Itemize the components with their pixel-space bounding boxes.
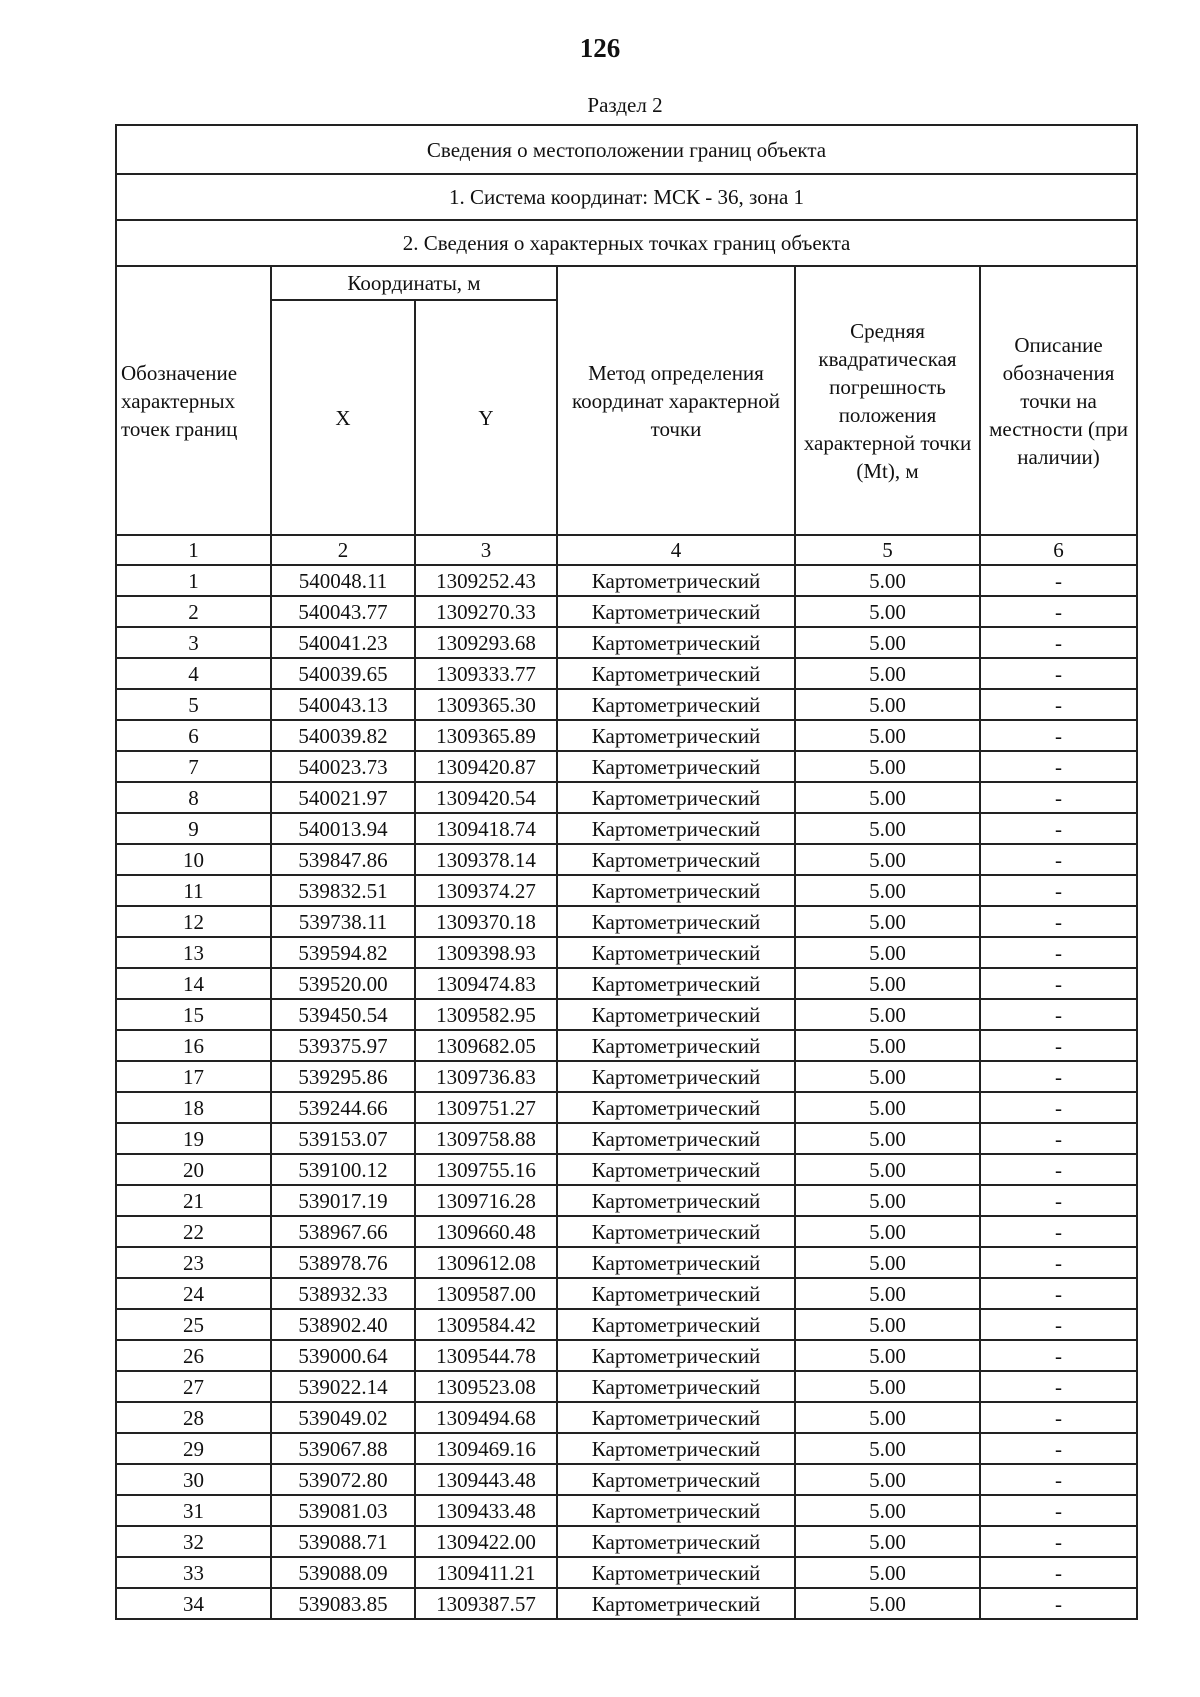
error-cell: 5.00	[795, 1030, 980, 1061]
table-row	[116, 1340, 1137, 1371]
table-row	[116, 565, 1137, 596]
table-row	[116, 1495, 1137, 1526]
x-coordinate-cell: 538978.76	[271, 1247, 415, 1278]
point-number-cell: 15	[116, 999, 271, 1030]
y-coordinate-cell: 1309387.57	[415, 1588, 557, 1619]
description-cell: -	[980, 1464, 1137, 1495]
point-number-cell: 12	[116, 906, 271, 937]
header-point: Обозначение характерных точек границ	[116, 266, 271, 535]
method-cell: Картометрический	[557, 1030, 795, 1061]
description-cell: -	[980, 658, 1137, 689]
x-coordinate-cell: 540043.13	[271, 689, 415, 720]
description-cell: -	[980, 782, 1137, 813]
y-coordinate-cell: 1309716.28	[415, 1185, 557, 1216]
error-cell: 5.00	[795, 565, 980, 596]
x-coordinate-cell: 539244.66	[271, 1092, 415, 1123]
description-cell: -	[980, 627, 1137, 658]
table-row	[116, 1464, 1137, 1495]
y-coordinate-cell: 1309422.00	[415, 1526, 557, 1557]
y-coordinate-cell: 1309523.08	[415, 1371, 557, 1402]
method-cell: Картометрический	[557, 813, 795, 844]
description-cell: -	[980, 1433, 1137, 1464]
description-cell: -	[980, 813, 1137, 844]
method-cell: Картометрический	[557, 1185, 795, 1216]
point-number-cell: 17	[116, 1061, 271, 1092]
section-label: Раздел 2	[587, 93, 663, 117]
y-coordinate-cell: 1309584.42	[415, 1309, 557, 1340]
header-y: Y	[415, 300, 557, 535]
point-number-cell: 5	[116, 689, 271, 720]
method-cell: Картометрический	[557, 1371, 795, 1402]
x-coordinate-cell: 539295.86	[271, 1061, 415, 1092]
y-coordinate-cell: 1309682.05	[415, 1030, 557, 1061]
error-cell: 5.00	[795, 1340, 980, 1371]
table-body	[116, 125, 1137, 1619]
point-number-cell: 32	[116, 1526, 271, 1557]
x-coordinate-cell: 540013.94	[271, 813, 415, 844]
x-coordinate-cell: 539067.88	[271, 1433, 415, 1464]
point-number-cell: 14	[116, 968, 271, 999]
description-cell: -	[980, 1092, 1137, 1123]
x-coordinate-cell: 539520.00	[271, 968, 415, 999]
table-row	[116, 1278, 1137, 1309]
table-row	[116, 813, 1137, 844]
point-number-cell: 33	[116, 1557, 271, 1588]
y-coordinate-cell: 1309333.77	[415, 658, 557, 689]
y-coordinate-cell: 1309660.48	[415, 1216, 557, 1247]
point-number-cell: 10	[116, 844, 271, 875]
y-coordinate-cell: 1309252.43	[415, 565, 557, 596]
points-heading-row	[116, 220, 1137, 266]
point-number-cell: 20	[116, 1154, 271, 1185]
description-cell: -	[980, 720, 1137, 751]
description-cell: -	[980, 1557, 1137, 1588]
x-coordinate-cell: 540041.23	[271, 627, 415, 658]
method-cell: Картометрический	[557, 596, 795, 627]
x-coordinate-cell: 539738.11	[271, 906, 415, 937]
y-coordinate-cell: 1309474.83	[415, 968, 557, 999]
table-row	[116, 658, 1137, 689]
error-cell: 5.00	[795, 1216, 980, 1247]
x-coordinate-cell: 539017.19	[271, 1185, 415, 1216]
point-number-cell: 27	[116, 1371, 271, 1402]
y-coordinate-cell: 1309755.16	[415, 1154, 557, 1185]
x-coordinate-cell: 540039.82	[271, 720, 415, 751]
error-cell: 5.00	[795, 1371, 980, 1402]
x-coordinate-cell: 539450.54	[271, 999, 415, 1030]
description-cell: -	[980, 1588, 1137, 1619]
description-cell: -	[980, 1030, 1137, 1061]
x-coordinate-cell: 539100.12	[271, 1154, 415, 1185]
error-cell: 5.00	[795, 751, 980, 782]
method-cell: Картометрический	[557, 1557, 795, 1588]
column-number: 3	[415, 535, 557, 565]
error-cell: 5.00	[795, 1309, 980, 1340]
table-row	[116, 906, 1137, 937]
point-number-cell: 16	[116, 1030, 271, 1061]
description-cell: -	[980, 596, 1137, 627]
error-cell: 5.00	[795, 1123, 980, 1154]
method-cell: Картометрический	[557, 565, 795, 596]
method-cell: Картометрический	[557, 906, 795, 937]
table-row	[116, 1309, 1137, 1340]
x-coordinate-cell: 539832.51	[271, 875, 415, 906]
method-cell: Картометрический	[557, 627, 795, 658]
point-number-cell: 31	[116, 1495, 271, 1526]
point-number-cell: 29	[116, 1433, 271, 1464]
column-number: 5	[795, 535, 980, 565]
method-cell: Картометрический	[557, 1154, 795, 1185]
description-cell: -	[980, 1495, 1137, 1526]
error-cell: 5.00	[795, 1588, 980, 1619]
point-number-cell: 11	[116, 875, 271, 906]
y-coordinate-cell: 1309374.27	[415, 875, 557, 906]
method-cell: Картометрический	[557, 875, 795, 906]
point-number-cell: 3	[116, 627, 271, 658]
error-cell: 5.00	[795, 844, 980, 875]
table-row	[116, 627, 1137, 658]
error-cell: 5.00	[795, 782, 980, 813]
point-number-cell: 4	[116, 658, 271, 689]
y-coordinate-cell: 1309293.68	[415, 627, 557, 658]
header-x: X	[271, 300, 415, 535]
method-cell: Картометрический	[557, 1123, 795, 1154]
x-coordinate-cell: 539000.64	[271, 1340, 415, 1371]
y-coordinate-cell: 1309433.48	[415, 1495, 557, 1526]
description-cell: -	[980, 1278, 1137, 1309]
header-description: Описание обозначения точки на местности (при наличии)	[980, 266, 1137, 535]
table-row	[116, 1092, 1137, 1123]
x-coordinate-cell: 540021.97	[271, 782, 415, 813]
column-numbers-row	[116, 535, 1137, 565]
point-number-cell: 2	[116, 596, 271, 627]
y-coordinate-cell: 1309378.14	[415, 844, 557, 875]
description-cell: -	[980, 1526, 1137, 1557]
point-number-cell: 8	[116, 782, 271, 813]
error-cell: 5.00	[795, 813, 980, 844]
header-coordinates: Координаты, м	[271, 266, 557, 300]
y-coordinate-cell: 1309612.08	[415, 1247, 557, 1278]
table-row	[116, 968, 1137, 999]
description-cell: -	[980, 1309, 1137, 1340]
description-cell: -	[980, 751, 1137, 782]
table-row	[116, 1185, 1137, 1216]
method-cell: Картометрический	[557, 720, 795, 751]
description-cell: -	[980, 1216, 1137, 1247]
error-cell: 5.00	[795, 689, 980, 720]
column-number: 6	[980, 535, 1137, 565]
description-cell: -	[980, 1185, 1137, 1216]
description-cell: -	[980, 937, 1137, 968]
method-cell: Картометрический	[557, 1247, 795, 1278]
table-row	[116, 1526, 1137, 1557]
table-row	[116, 937, 1137, 968]
table-row	[116, 1123, 1137, 1154]
y-coordinate-cell: 1309443.48	[415, 1464, 557, 1495]
description-cell: -	[980, 968, 1137, 999]
method-cell: Картометрический	[557, 782, 795, 813]
table-row	[116, 1061, 1137, 1092]
point-number-cell: 25	[116, 1309, 271, 1340]
description-cell: -	[980, 875, 1137, 906]
method-cell: Картометрический	[557, 937, 795, 968]
x-coordinate-cell: 539088.71	[271, 1526, 415, 1557]
error-cell: 5.00	[795, 906, 980, 937]
error-cell: 5.00	[795, 968, 980, 999]
method-cell: Картометрический	[557, 751, 795, 782]
table-row	[116, 1371, 1137, 1402]
method-cell: Картометрический	[557, 844, 795, 875]
x-coordinate-cell: 540048.11	[271, 565, 415, 596]
description-cell: -	[980, 689, 1137, 720]
x-coordinate-cell: 539081.03	[271, 1495, 415, 1526]
method-cell: Картометрический	[557, 1495, 795, 1526]
table-title-row	[116, 125, 1137, 174]
table-row	[116, 1247, 1137, 1278]
point-number-cell: 30	[116, 1464, 271, 1495]
y-coordinate-cell: 1309411.21	[415, 1557, 557, 1588]
error-cell: 5.00	[795, 1526, 980, 1557]
y-coordinate-cell: 1309751.27	[415, 1092, 557, 1123]
error-cell: 5.00	[795, 1185, 980, 1216]
error-cell: 5.00	[795, 1495, 980, 1526]
table-row	[116, 751, 1137, 782]
table-row	[116, 1216, 1137, 1247]
y-coordinate-cell: 1309365.30	[415, 689, 557, 720]
error-cell: 5.00	[795, 937, 980, 968]
header-row-top	[116, 266, 1137, 300]
point-number-cell: 21	[116, 1185, 271, 1216]
error-cell: 5.00	[795, 720, 980, 751]
column-number: 4	[557, 535, 795, 565]
table-row	[116, 844, 1137, 875]
y-coordinate-cell: 1309420.87	[415, 751, 557, 782]
point-number-cell: 28	[116, 1402, 271, 1433]
method-cell: Картометрический	[557, 1464, 795, 1495]
x-coordinate-cell: 539083.85	[271, 1588, 415, 1619]
error-cell: 5.00	[795, 1061, 980, 1092]
x-coordinate-cell: 539375.97	[271, 1030, 415, 1061]
table-row	[116, 999, 1137, 1030]
table-row	[116, 1557, 1137, 1588]
x-coordinate-cell: 538967.66	[271, 1216, 415, 1247]
x-coordinate-cell: 538902.40	[271, 1309, 415, 1340]
boundary-points-table	[115, 124, 1138, 1620]
coordinate-system-row	[116, 174, 1137, 220]
description-cell: -	[980, 1123, 1137, 1154]
x-coordinate-cell: 540039.65	[271, 658, 415, 689]
error-cell: 5.00	[795, 627, 980, 658]
point-number-cell: 34	[116, 1588, 271, 1619]
coordinate-system: 1. Система координат: МСК - 36, зона 1	[116, 174, 1137, 220]
method-cell: Картометрический	[557, 999, 795, 1030]
header-method: Метод определения координат характерной точки	[557, 266, 795, 535]
method-cell: Картометрический	[557, 968, 795, 999]
column-number: 2	[271, 535, 415, 565]
table-row	[116, 1433, 1137, 1464]
header-error: Средняя квадратическая погрешность положения характерной точки (Mt), м	[795, 266, 980, 535]
points-heading: 2. Сведения о характерных точках границ объекта	[116, 220, 1137, 266]
x-coordinate-cell: 539049.02	[271, 1402, 415, 1433]
description-cell: -	[980, 1061, 1137, 1092]
point-number-cell: 9	[116, 813, 271, 844]
y-coordinate-cell: 1309365.89	[415, 720, 557, 751]
table-title: Сведения о местоположении границ объекта	[116, 125, 1137, 174]
method-cell: Картометрический	[557, 1433, 795, 1464]
description-cell: -	[980, 844, 1137, 875]
error-cell: 5.00	[795, 999, 980, 1030]
description-cell: -	[980, 1154, 1137, 1185]
method-cell: Картометрический	[557, 1061, 795, 1092]
y-coordinate-cell: 1309758.88	[415, 1123, 557, 1154]
y-coordinate-cell: 1309494.68	[415, 1402, 557, 1433]
y-coordinate-cell: 1309370.18	[415, 906, 557, 937]
table-row	[116, 875, 1137, 906]
table-row	[116, 1030, 1137, 1061]
point-number-cell: 26	[116, 1340, 271, 1371]
y-coordinate-cell: 1309736.83	[415, 1061, 557, 1092]
description-cell: -	[980, 1402, 1137, 1433]
error-cell: 5.00	[795, 1278, 980, 1309]
x-coordinate-cell: 539847.86	[271, 844, 415, 875]
point-number-cell: 18	[116, 1092, 271, 1123]
x-coordinate-cell: 539594.82	[271, 937, 415, 968]
error-cell: 5.00	[795, 1092, 980, 1123]
description-cell: -	[980, 999, 1137, 1030]
x-coordinate-cell: 539022.14	[271, 1371, 415, 1402]
method-cell: Картометрический	[557, 1309, 795, 1340]
description-cell: -	[980, 565, 1137, 596]
method-cell: Картометрический	[557, 1402, 795, 1433]
table-row	[116, 689, 1137, 720]
x-coordinate-cell: 540023.73	[271, 751, 415, 782]
point-number-cell: 19	[116, 1123, 271, 1154]
table-row	[116, 1588, 1137, 1619]
table-row	[116, 596, 1137, 627]
method-cell: Картометрический	[557, 1340, 795, 1371]
error-cell: 5.00	[795, 875, 980, 906]
table-row	[116, 1154, 1137, 1185]
description-cell: -	[980, 1340, 1137, 1371]
error-cell: 5.00	[795, 1154, 980, 1185]
y-coordinate-cell: 1309398.93	[415, 937, 557, 968]
table-row	[116, 1402, 1137, 1433]
point-number-cell: 6	[116, 720, 271, 751]
x-coordinate-cell: 539153.07	[271, 1123, 415, 1154]
point-number-cell: 7	[116, 751, 271, 782]
method-cell: Картометрический	[557, 1216, 795, 1247]
page-number: 126	[579, 33, 621, 63]
point-number-cell: 22	[116, 1216, 271, 1247]
method-cell: Картометрический	[557, 689, 795, 720]
description-cell: -	[980, 1247, 1137, 1278]
y-coordinate-cell: 1309544.78	[415, 1340, 557, 1371]
error-cell: 5.00	[795, 1464, 980, 1495]
y-coordinate-cell: 1309587.00	[415, 1278, 557, 1309]
y-coordinate-cell: 1309582.95	[415, 999, 557, 1030]
error-cell: 5.00	[795, 1557, 980, 1588]
method-cell: Картометрический	[557, 1526, 795, 1557]
y-coordinate-cell: 1309418.74	[415, 813, 557, 844]
y-coordinate-cell: 1309420.54	[415, 782, 557, 813]
x-coordinate-cell: 539072.80	[271, 1464, 415, 1495]
x-coordinate-cell: 539088.09	[271, 1557, 415, 1588]
description-cell: -	[980, 1371, 1137, 1402]
x-coordinate-cell: 538932.33	[271, 1278, 415, 1309]
method-cell: Картометрический	[557, 1278, 795, 1309]
error-cell: 5.00	[795, 1402, 980, 1433]
x-coordinate-cell: 540043.77	[271, 596, 415, 627]
table-row	[116, 720, 1137, 751]
point-number-cell: 1	[116, 565, 271, 596]
point-number-cell: 13	[116, 937, 271, 968]
y-coordinate-cell: 1309469.16	[415, 1433, 557, 1464]
point-number-cell: 23	[116, 1247, 271, 1278]
table-row	[116, 782, 1137, 813]
error-cell: 5.00	[795, 1433, 980, 1464]
description-cell: -	[980, 906, 1137, 937]
error-cell: 5.00	[795, 658, 980, 689]
error-cell: 5.00	[795, 596, 980, 627]
method-cell: Картометрический	[557, 1588, 795, 1619]
column-number: 1	[116, 535, 271, 565]
method-cell: Картометрический	[557, 1092, 795, 1123]
y-coordinate-cell: 1309270.33	[415, 596, 557, 627]
method-cell: Картометрический	[557, 658, 795, 689]
point-number-cell: 24	[116, 1278, 271, 1309]
error-cell: 5.00	[795, 1247, 980, 1278]
